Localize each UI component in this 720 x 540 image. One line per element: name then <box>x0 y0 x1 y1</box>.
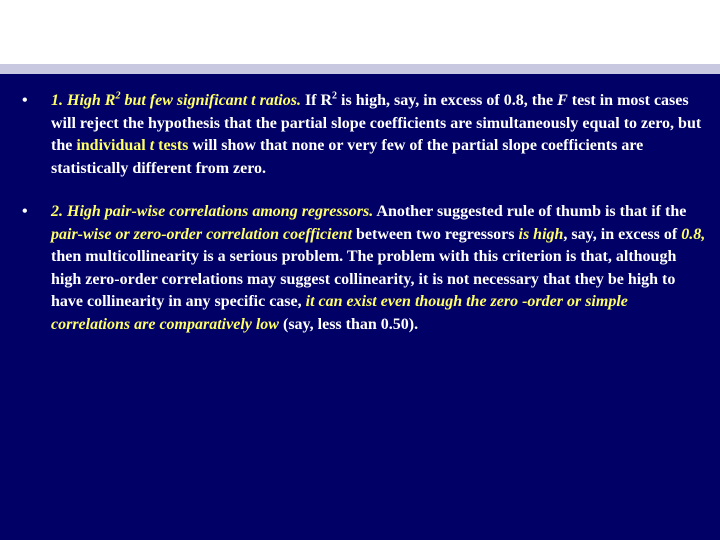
body-text: will show that none or very few of the partial slope coefficients are statistically different from zero. <box>51 137 644 177</box>
body-text: is high, say, in excess of 0.8, the <box>337 92 558 109</box>
body-text: between two regressors <box>352 225 519 243</box>
body-text: then multicollinearity is a serious problem. The problem with this criterion is that, although high zero-order correlations may suggest collinearity, it is not necessary that they be high to have collinearity in any specific case, <box>51 248 677 310</box>
f-symbol: F <box>557 92 568 109</box>
bullet-list <box>22 90 710 336</box>
body-text: Another suggested rule of thumb is that if the <box>373 203 687 220</box>
body-text: , say, in excess of <box>563 225 682 243</box>
highlight-exist-even-though: it can exist even though the zero -order or simple correlations are comparatively low <box>51 293 628 333</box>
heading-pairwise-correlations: 2. High pair-wise correlations among regressors. <box>51 203 374 220</box>
heading-high-r2: 1. High $R^2$ but few significant t ratios. <box>51 90 301 109</box>
body-text: test in most cases will reject the hypothesis that the partial slope coefficients are simultaneously equal to zero, but the <box>51 92 702 154</box>
bullet-dot: • <box>22 92 28 109</box>
body-text: If R <box>300 92 333 109</box>
highlight-correlation-coefficient: pair-wise or zero-order correlation coefficient <box>51 225 353 243</box>
body-text: (say, less than 0.50). <box>278 315 419 333</box>
slide-header-band <box>0 0 720 64</box>
highlight-threshold: 0.8, <box>681 225 706 243</box>
highlight-individual-t-tests: individual t tests <box>76 137 189 154</box>
header-rule <box>0 64 720 74</box>
bullet-item-high-r2: • 1. High $R^2$ but few significant t ratios. If $R^2$ is high, say, in excess of 0.8, the F test in most cases will reject the hypothesis that the partial slope coefficients are simultaneously equal to zero, but the individual t tests will show that none or very few of the partial slope coefficients are statistically different from zero. <box>22 90 702 177</box>
highlight-is-high: is high <box>518 225 564 243</box>
bullet-item-pairwise-correlations <box>22 201 710 336</box>
bullet-dot: • <box>22 203 28 220</box>
